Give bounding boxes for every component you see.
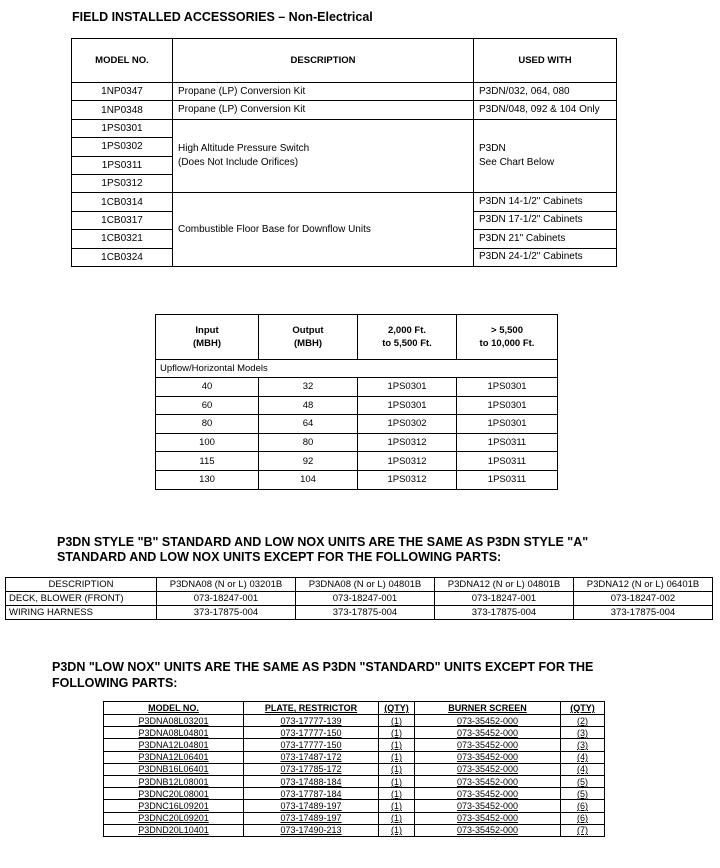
plate-restrictor: 073-17489-197 — [244, 812, 379, 824]
burner-screen: 073-35452-000 — [415, 727, 561, 739]
table-row — [104, 775, 605, 787]
description: Propane (LP) Conversion Kit — [173, 83, 474, 101]
group-row — [156, 360, 558, 378]
part-number: 073-18247-001 — [157, 592, 296, 606]
plate-restrictor: 073-17777-139 — [244, 715, 379, 727]
plate-restrictor: 073-17488-184 — [244, 775, 379, 787]
burner-screen: 073-35452-000 — [415, 751, 561, 763]
part-number: 073-18247-001 — [435, 592, 574, 606]
accessories-heading: FIELD INSTALLED ACCESSORIES – Non-Electrical — [72, 10, 373, 24]
altitude-chart-table — [155, 314, 558, 490]
description: Propane (LP) Conversion Kit — [173, 101, 474, 119]
input-value: 115 — [156, 452, 259, 471]
model-no: P3DNA08L04801 — [104, 727, 244, 739]
input-value: 130 — [156, 470, 259, 489]
input-value: 40 — [156, 378, 259, 397]
part-number: 373-17875-004 — [435, 606, 574, 620]
screen-qty: (5) — [561, 775, 605, 787]
part-number: 073-18247-001 — [296, 592, 435, 606]
table-row — [104, 739, 605, 751]
burner-screen: 073-35452-000 — [415, 739, 561, 751]
header-line: to 5,500 Ft. — [382, 338, 432, 349]
switch-high-altitude: 1PS0301 — [457, 378, 558, 397]
table-row — [104, 800, 605, 812]
table-row — [72, 101, 617, 119]
description-line: High Altitude Pressure Switch — [178, 143, 310, 155]
screen-qty: (6) — [561, 800, 605, 812]
header-input — [156, 315, 259, 360]
used-with-line: P3DN — [479, 143, 506, 155]
style-b-header-row — [6, 578, 713, 592]
header-line: (MBH) — [294, 338, 322, 349]
header-model: P3DNA08 (N or L) 04801B — [296, 578, 435, 592]
screen-qty: (6) — [561, 812, 605, 824]
plate-restrictor: 073-17490-213 — [244, 824, 379, 836]
switch-low-altitude: 1PS0301 — [358, 396, 457, 415]
style-b-heading — [57, 535, 588, 565]
model-no: P3DND20L10401 — [104, 824, 244, 836]
model-no: P3DNC16L09201 — [104, 800, 244, 812]
plate-qty: (1) — [379, 715, 415, 727]
used-with: P3DN/048, 092 & 104 Only — [474, 101, 617, 119]
model-no: 1CB0324 — [72, 248, 173, 266]
plate-qty: (1) — [379, 824, 415, 836]
low-nox-header-row — [104, 702, 605, 715]
table-row — [156, 470, 558, 489]
model-no: P3DNB12L08001 — [104, 775, 244, 787]
burner-screen: 073-35452-000 — [415, 824, 561, 836]
model-no: 1CB0314 — [72, 193, 173, 211]
header-description: DESCRIPTION — [173, 39, 474, 83]
switch-high-altitude: 1PS0311 — [457, 470, 558, 489]
plate-restrictor: 073-17489-197 — [244, 800, 379, 812]
accessories-header-row — [72, 39, 617, 83]
table-row — [104, 763, 605, 775]
heading-line: STANDARD AND LOW NOX UNITS EXCEPT FOR THE FOLLOWING PARTS: — [57, 550, 502, 564]
switch-high-altitude: 1PS0301 — [457, 415, 558, 434]
output-value: 32 — [259, 378, 358, 397]
table-row — [104, 812, 605, 824]
screen-qty: (5) — [561, 788, 605, 800]
switch-low-altitude: 1PS0301 — [358, 378, 457, 397]
plate-qty: (1) — [379, 751, 415, 763]
model-no: 1PS0312 — [72, 174, 173, 192]
part-description: DECK, BLOWER (FRONT) — [6, 592, 157, 606]
header-description: DESCRIPTION — [6, 578, 157, 592]
model-no: P3DNA12L06401 — [104, 751, 244, 763]
plate-qty: (1) — [379, 812, 415, 824]
model-no: P3DNA12L04801 — [104, 739, 244, 751]
burner-screen: 073-35452-000 — [415, 763, 561, 775]
burner-screen: 073-35452-000 — [415, 715, 561, 727]
input-value: 60 — [156, 396, 259, 415]
header-line: > 5,500 — [491, 325, 523, 336]
header-range-high — [457, 315, 558, 360]
used-with: P3DN 17-1/2" Cabinets — [474, 211, 617, 229]
header-model-no: MODEL NO. — [104, 702, 244, 715]
low-nox-parts-table — [103, 701, 605, 837]
part-number: 373-17875-004 — [574, 606, 713, 620]
header-model-no: MODEL NO. — [72, 39, 173, 83]
table-row — [104, 788, 605, 800]
heading-line: P3DN "LOW NOX" UNITS ARE THE SAME AS P3DN "STANDARD" UNITS EXCEPT FOR THE — [52, 660, 594, 674]
table-row — [156, 415, 558, 434]
altitude-header-row — [156, 315, 558, 360]
header-line: Input — [195, 325, 219, 336]
table-row — [156, 452, 558, 471]
table-row — [72, 83, 617, 101]
switch-high-altitude: 1PS0311 — [457, 433, 558, 452]
header-used-with: USED WITH — [474, 39, 617, 83]
table-row — [6, 606, 713, 620]
plate-qty: (1) — [379, 739, 415, 751]
used-with: P3DN 14-1/2" Cabinets — [474, 193, 617, 211]
header-model: P3DNA08 (N or L) 03201B — [157, 578, 296, 592]
plate-restrictor: 073-17787-184 — [244, 788, 379, 800]
plate-qty: (1) — [379, 775, 415, 787]
screen-qty: (4) — [561, 751, 605, 763]
plate-restrictor: 073-17487-172 — [244, 751, 379, 763]
used-with: P3DN 24-1/2" Cabinets — [474, 248, 617, 266]
table-row — [156, 396, 558, 415]
input-value: 100 — [156, 433, 259, 452]
model-no: 1CB0317 — [72, 211, 173, 229]
accessories-table — [71, 38, 617, 267]
used-with-line: See Chart Below — [479, 157, 555, 169]
switch-low-altitude: 1PS0312 — [358, 433, 457, 452]
header-range-low — [358, 315, 457, 360]
style-b-parts-table — [5, 577, 713, 620]
table-row — [156, 378, 558, 397]
table-row — [6, 592, 713, 606]
switch-high-altitude: 1PS0311 — [457, 452, 558, 471]
group-label: Upflow/Horizontal Models — [156, 360, 558, 378]
table-row — [72, 119, 617, 137]
output-value: 48 — [259, 396, 358, 415]
header-line: to 10,000 Ft. — [479, 338, 535, 349]
screen-qty: (7) — [561, 824, 605, 836]
header-output — [259, 315, 358, 360]
part-number: 373-17875-004 — [296, 606, 435, 620]
output-value: 64 — [259, 415, 358, 434]
header-burner-screen: BURNER SCREEN — [415, 702, 561, 715]
model-no: 1PS0302 — [72, 138, 173, 156]
output-value: 104 — [259, 470, 358, 489]
description-line: (Does Not Include Orifices) — [178, 157, 299, 169]
burner-screen: 073-35452-000 — [415, 800, 561, 812]
screen-qty: (3) — [561, 739, 605, 751]
table-row — [104, 824, 605, 836]
burner-screen: 073-35452-000 — [415, 812, 561, 824]
plate-restrictor: 073-17777-150 — [244, 739, 379, 751]
table-row — [104, 727, 605, 739]
switch-low-altitude: 1PS0312 — [358, 452, 457, 471]
switch-low-altitude: 1PS0302 — [358, 415, 457, 434]
header-model: P3DNA12 (N or L) 06401B — [574, 578, 713, 592]
pressure-switch-used-with — [474, 119, 617, 193]
plate-restrictor: 073-17785-172 — [244, 763, 379, 775]
switch-low-altitude: 1PS0312 — [358, 470, 457, 489]
model-no: 1PS0301 — [72, 119, 173, 137]
model-no: P3DNC20L09201 — [104, 812, 244, 824]
model-no: 1CB0321 — [72, 230, 173, 248]
model-no: P3DNC20L08001 — [104, 788, 244, 800]
used-with: P3DN 21" Cabinets — [474, 230, 617, 248]
input-value: 80 — [156, 415, 259, 434]
header-line: Output — [292, 325, 324, 336]
plate-restrictor: 073-17777-150 — [244, 727, 379, 739]
table-row — [156, 433, 558, 452]
header-model: P3DNA12 (N or L) 04801B — [435, 578, 574, 592]
burner-screen: 073-35452-000 — [415, 775, 561, 787]
part-number: 373-17875-004 — [157, 606, 296, 620]
pressure-switch-description — [173, 119, 474, 193]
part-number: 073-18247-002 — [574, 592, 713, 606]
plate-qty: (1) — [379, 727, 415, 739]
screen-qty: (2) — [561, 715, 605, 727]
header-line: (MBH) — [193, 338, 221, 349]
table-row — [104, 751, 605, 763]
table-row — [104, 715, 605, 727]
part-description: WIRING HARNESS — [6, 606, 157, 620]
low-nox-heading — [52, 659, 593, 691]
model-no: P3DNA08L03201 — [104, 715, 244, 727]
heading-line: P3DN STYLE "B" STANDARD AND LOW NOX UNITS ARE THE SAME AS P3DN STYLE "A" — [57, 535, 589, 549]
header-qty: (QTY) — [561, 702, 605, 715]
screen-qty: (4) — [561, 763, 605, 775]
header-qty: (QTY) — [379, 702, 415, 715]
model-no: 1NP0347 — [72, 83, 173, 101]
screen-qty: (3) — [561, 727, 605, 739]
floor-base-description: Combustible Floor Base for Downflow Units — [173, 193, 474, 267]
header-line: 2,000 Ft. — [387, 325, 427, 336]
plate-qty: (1) — [379, 800, 415, 812]
model-no: P3DNB16L06401 — [104, 763, 244, 775]
output-value: 80 — [259, 433, 358, 452]
used-with: P3DN/032, 064, 080 — [474, 83, 617, 101]
model-no: 1PS0311 — [72, 156, 173, 174]
plate-qty: (1) — [379, 788, 415, 800]
switch-high-altitude: 1PS0301 — [457, 396, 558, 415]
output-value: 92 — [259, 452, 358, 471]
header-plate-restrictor: PLATE, RESTRICTOR — [244, 702, 379, 715]
plate-qty: (1) — [379, 763, 415, 775]
model-no: 1NP0348 — [72, 101, 173, 119]
table-row — [72, 193, 617, 211]
burner-screen: 073-35452-000 — [415, 788, 561, 800]
heading-line: FOLLOWING PARTS: — [52, 676, 178, 690]
